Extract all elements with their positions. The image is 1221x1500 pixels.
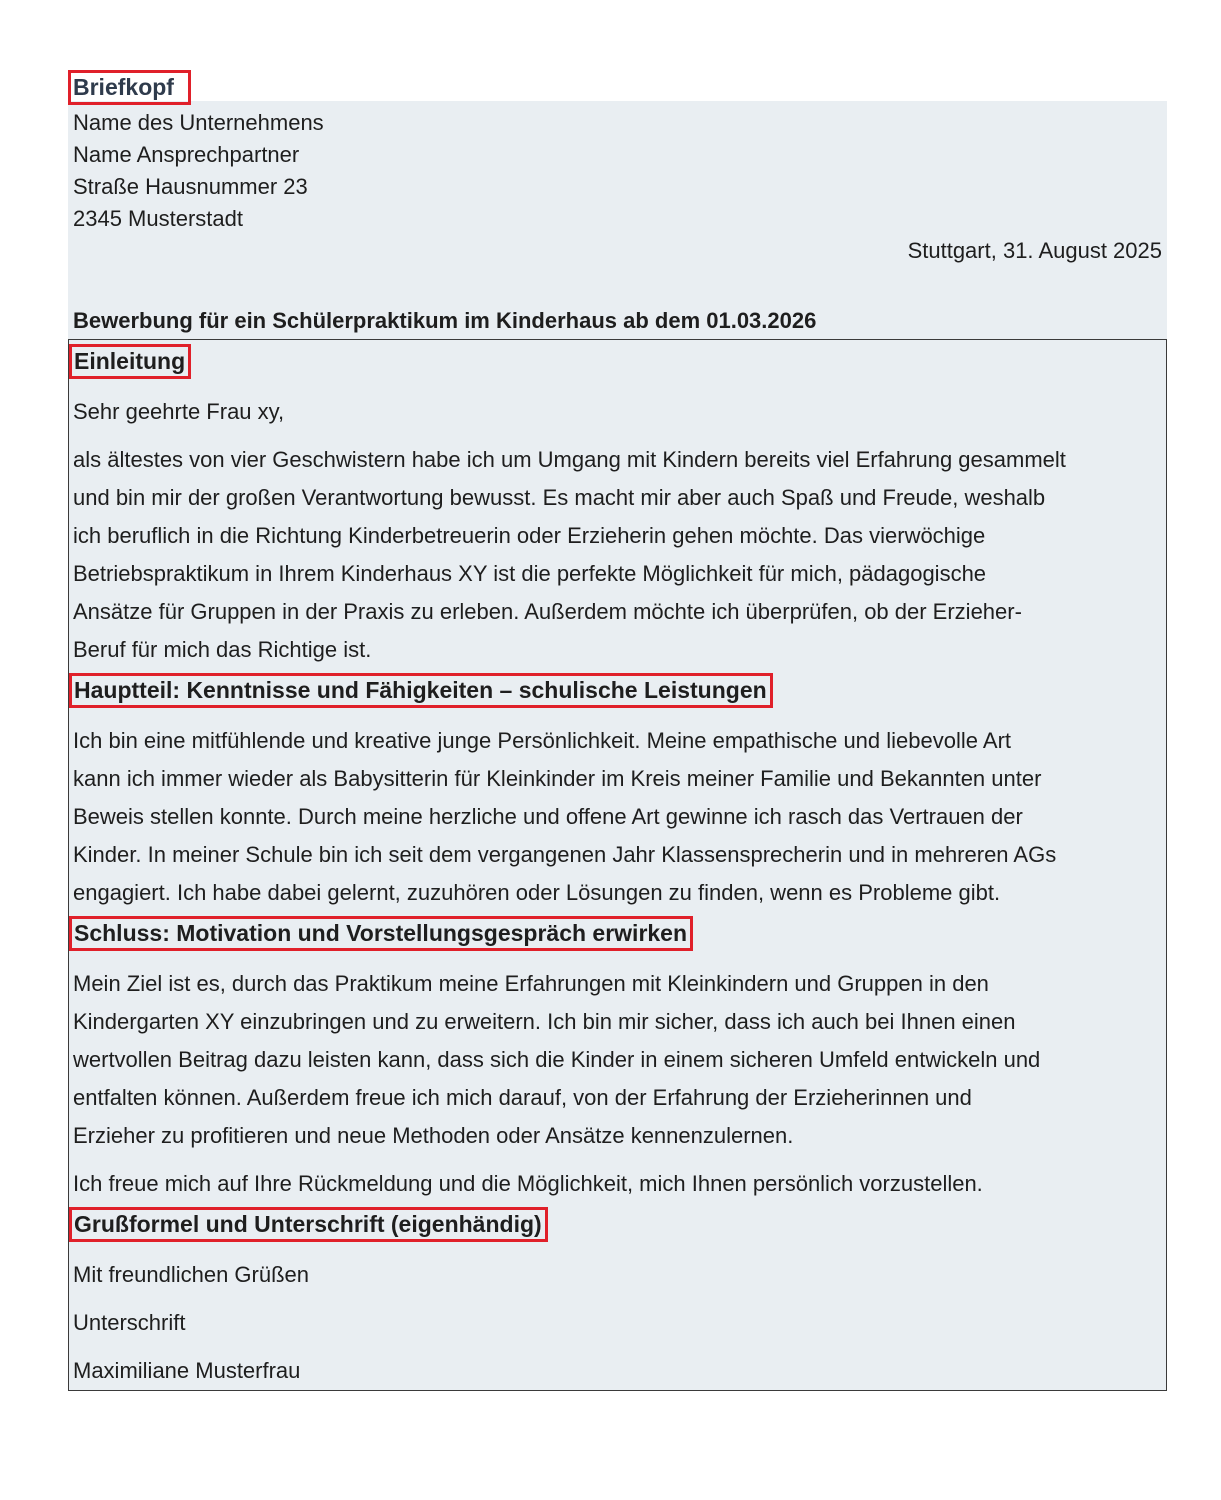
- intro-label: Einleitung: [69, 344, 191, 379]
- letterhead-label: Briefkopf: [68, 70, 191, 105]
- street-address: Straße Hausnummer 23: [73, 174, 308, 199]
- letter-date: Stuttgart, 31. August 2025: [907, 238, 1162, 263]
- subject-line: Bewerbung für ein Schülerpraktikum im Kinderhaus ab dem 01.03.2026: [73, 308, 817, 333]
- city-address: 2345 Musterstadt: [73, 206, 243, 231]
- paragraph-line: Ich bin eine mitfühlende und kreative junge Persönlichkeit. Meine empathische und liebevolle Art: [73, 728, 1012, 753]
- greeting: Mit freundlichen Grüßen: [73, 1262, 309, 1287]
- signature: Unterschrift: [73, 1310, 186, 1335]
- paragraph-line: ich beruflich in die Richtung Kinderbetreuerin oder Erzieherin gehen möchte. Das vierwöchige: [73, 523, 986, 548]
- paragraph-line: Betriebspraktikum in Ihrem Kinderhaus XY ist die perfekte Möglichkeit für mich, pädagogische: [73, 561, 987, 586]
- sender-name: Maximiliane Musterfrau: [73, 1358, 301, 1383]
- paragraph-line: Mein Ziel ist es, durch das Praktikum meine Erfahrungen mit Kleinkindern und Gruppen in den: [73, 971, 989, 996]
- main-label: Hauptteil: Kenntnisse und Fähigkeiten – schulische Leistungen: [69, 673, 773, 708]
- salutation: Sehr geehrte Frau xy,: [73, 399, 285, 424]
- paragraph-line: kann ich immer wieder als Babysitterin für Kleinkinder im Kreis meiner Familie und Bekannten unter: [73, 766, 1042, 791]
- company-name: Name des Unternehmens: [73, 110, 324, 135]
- letterhead-block: [68, 101, 1167, 339]
- paragraph-line: und bin mir der großen Verantwortung bewusst. Es macht mir aber auch Spaß und Freude, weshalb: [73, 485, 1046, 510]
- intro-paragraph: [69, 441, 1162, 669]
- main-paragraph: [69, 722, 1162, 912]
- paragraph-line: entfalten können. Außerdem freue ich mich darauf, von der Erfahrung der Erzieherinnen und: [73, 1085, 972, 1110]
- paragraph-line: Beruf für mich das Richtige ist.: [73, 637, 372, 662]
- paragraph-line: Kindergarten XY einzubringen und zu erweitern. Ich bin mir sicher, dass ich auch bei Ihnen einen: [73, 1009, 1016, 1034]
- paragraph-line: als ältestes von vier Geschwistern habe ich um Umgang mit Kindern bereits viel Erfahrung gesammelt: [73, 447, 1066, 472]
- paragraph-line: Beweis stellen konnte. Durch meine herzliche und offene Art gewinne ich rasch das Vertrauen der: [73, 804, 1023, 829]
- paragraph-line: Erzieher zu profitieren und neue Methoden oder Ansätze kennenzulernen.: [73, 1123, 794, 1148]
- signoff-label: Grußformel und Unterschrift (eigenhändig): [69, 1207, 548, 1242]
- closing-sentence: Ich freue mich auf Ihre Rückmeldung und die Möglichkeit, mich Ihnen persönlich vorzustellen.: [73, 1171, 983, 1196]
- paragraph-line: wertvollen Beitrag dazu leisten kann, dass sich die Kinder in einem sicheren Umfeld entwickeln und: [73, 1047, 1041, 1072]
- letter-body: [68, 339, 1167, 1391]
- conclusion-paragraph: [69, 965, 1162, 1155]
- application-letter: [68, 70, 1167, 1391]
- contact-person: Name Ansprechpartner: [73, 142, 300, 167]
- paragraph-line: Kinder. In meiner Schule bin ich seit dem vergangenen Jahr Klassensprecherin und in mehreren AGs: [73, 842, 1057, 867]
- paragraph-line: engagiert. Ich habe dabei gelernt, zuzuhören oder Lösungen zu finden, wenn es Probleme gibt.: [73, 880, 1001, 905]
- paragraph-line: Ansätze für Gruppen in der Praxis zu erleben. Außerdem möchte ich überprüfen, ob der Erzieher-: [73, 599, 1022, 624]
- conclusion-label: Schluss: Motivation und Vorstellungsgespräch erwirken: [69, 916, 693, 951]
